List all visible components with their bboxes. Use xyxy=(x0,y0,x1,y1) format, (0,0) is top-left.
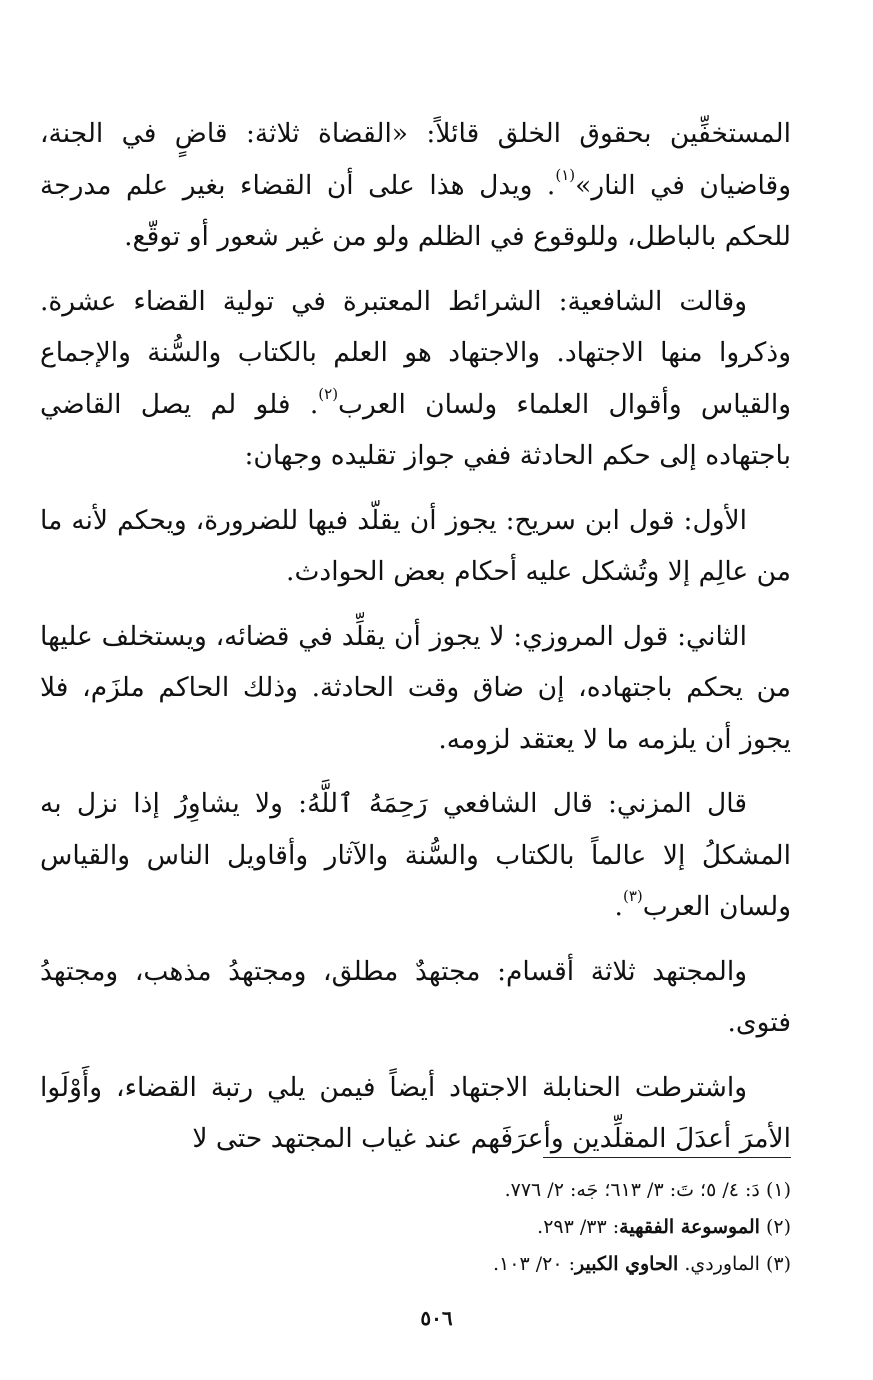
paragraph-text: وقالت الشافعية: الشرائط المعتبرة في تولية القضاء عشرة. وذكروا منها الاجتهاد. والاجتهاد هو العلم بالكتاب والسُّنة والإجماع والقياس وأقوال العلماء ولسان العرب xyxy=(40,285,791,420)
paragraph-text: . فلو لم يصل القاضي باجتهاده إلى حكم الحادثة ففي جواز تقليده وجهان: xyxy=(40,388,791,471)
paragraph-7 xyxy=(40,1062,791,1165)
paragraph-1 xyxy=(40,108,791,263)
paragraph-4 xyxy=(40,611,791,766)
paragraph-3 xyxy=(40,495,791,598)
paragraph-text: المستخفِّين بحقوق الخلق قائلاً: «القضاة ثلاثة: قاضٍ في الجنة، وقاضيان في النار» xyxy=(40,118,791,201)
page-number: ٥٠٦ xyxy=(420,1306,453,1330)
footnote-ref: (٣) xyxy=(622,887,643,905)
paragraph-text: الأول: قول ابن سريح: يجوز أن يقلّد فيها للضرورة، ويحكم لأنه ما من عالِم إلا وتُشكل عليه أحكام بعض الحوادث. xyxy=(40,504,791,587)
footnote-ref: (١) xyxy=(555,165,576,184)
paragraph-6 xyxy=(40,946,791,1049)
paragraph-text: . ويدل هذا على أن القضاء بغير علم مدرجة للحكم بالباطل، وللوقوع في الظلم ولو من غير شعور أو توقّع. xyxy=(40,169,791,252)
body-text xyxy=(40,108,791,1165)
paragraph-text: واشترطت الحنابلة الاجتهاد أيضاً فيمن يلي رتبة القضاء، وأَوْلَوا الأمرَ أعدَلَ المقلِّدين وأعرَفَهم عند غياب المجتهد حتى لا xyxy=(40,1071,791,1154)
paragraph-text: والمجتهد ثلاثة أقسام: مجتهدٌ مطلق، ومجتهدُ مذهب، ومجتهدُ فتوى. xyxy=(40,955,791,1038)
footnote-ref: (٢) xyxy=(318,384,339,403)
footnotes xyxy=(40,1172,791,1283)
footnote-separator xyxy=(543,1157,791,1158)
footnote-1: (١) دَ: ٤/ ٥؛ تَ: ٣/ ٦١٣؛ جَه: ٢/ ٧٧٦. xyxy=(504,1179,791,1201)
paragraph-2 xyxy=(40,276,791,482)
paragraph-5 xyxy=(40,778,791,933)
paragraph-text: الثاني: قول المروزي: لا يجوز أن يقلِّد في قضائه، ويستخلف عليها من يحكم باجتهاده، إن ضاق وقت الحادثة. وذلك الحاكم ملزَم، فلا يجوز أن يلزمه ما لا يعتقد لزومه. xyxy=(40,620,791,755)
paragraph-text: . xyxy=(614,891,623,922)
footnote-2: (٢) الموسوعة الفقهية: ٣٣/ ٢٩٣. xyxy=(537,1216,791,1238)
paragraph-text: قال المزني: قال الشافعي رَحِمَهُ ٱللَّهُ: ولا يشاوِرُ إذا نزل به المشكلُ إلا عالماً بالكتاب والسُّنة والآثار وأقاويل الناس والقياس ولسان العرب xyxy=(40,788,791,922)
footnote-3: (٣) الماوردي. الحاوي الكبير: ٢٠/ ١٠٣. xyxy=(492,1253,791,1275)
